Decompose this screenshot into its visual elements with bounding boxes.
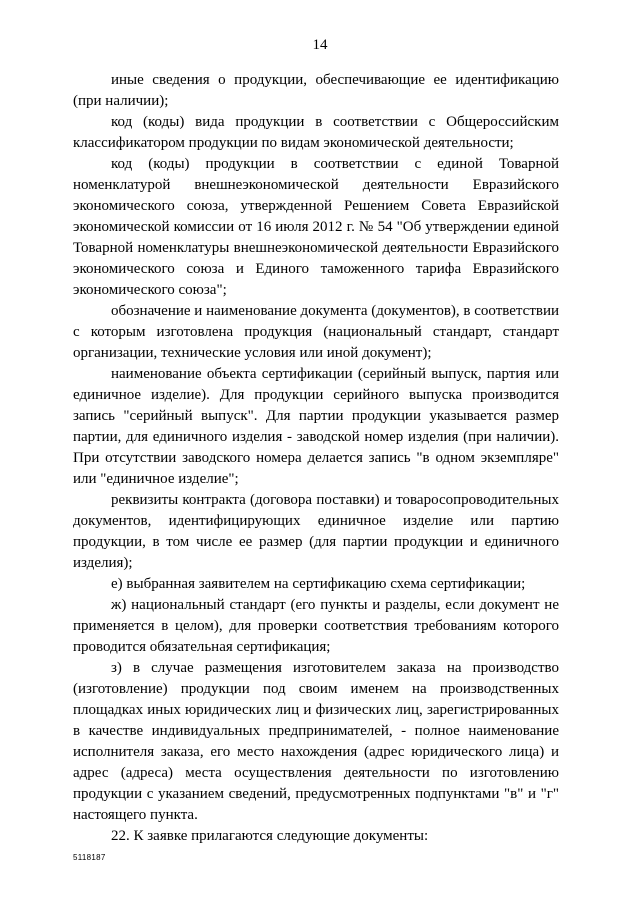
paragraph-section-22: 22. К заявке прилагаются следующие документы:: [111, 828, 429, 844]
paragraph-contract-details: реквизиты контракта (договора поставки) и товаросопроводительных документов, идентифицирующих единичное изделие или партию продукции, в том числе ее размер (для партии продукции и единичного изделия);: [73, 492, 559, 571]
document-body: [73, 70, 559, 847]
paragraph-item-zh: ж) национальный стандарт (его пункты и разделы, если документ не применяется в целом), для проверки соответствия требованиям которого проводится обязательная сертификация;: [73, 597, 559, 655]
paragraph-standard-document: обозначение и наименование документа (документов), в соответствии с которым изготовлена продукция (национальный стандарт, стандарт организации, технические условия или иной документ);: [73, 303, 560, 361]
paragraph-okpd-code: код (коды) вида продукции в соответствии с Общероссийским классификатором продукции по видам экономической деятельности;: [73, 114, 559, 151]
paragraph-item-z: з) в случае размещения изготовителем заказа на производство (изготовление) продукции под своим именем на производственных площадках иных юридических лиц и физических лиц, зарегистрированных в качестве индивидуальных предпринимателей, - полное наименование исполнителя заказа, его место нахождения (адрес юридического лица) и адрес (адреса) места осуществления деятельности по изготовлению продукции с указанием сведений, предусмотренных подпунктами "в" и "г" настоящего пункта.: [73, 660, 559, 823]
paragraph-certification-object: наименование объекта сертификации (серийный выпуск, партия или единичное изделие). Для продукции серийного выпуска производится запись "серийный выпуск". Для партии продукции указывается размер партии, для единичного изделия - заводской номер изделия (при наличии). При отсутствии заводского номера делается запись "в одном экземпляре" или "единичное изделие";: [73, 366, 559, 487]
document-code: 5118187: [73, 853, 106, 862]
paragraph-identification-info: иные сведения о продукции, обеспечивающие ее идентификацию (при наличии);: [73, 72, 559, 109]
page-number: 14: [312, 37, 328, 53]
paragraph-tn-ved-code: код (коды) продукции в соответствии с единой Товарной номенклатурой внешнеэкономической деятельности Евразийского экономического союза, утвержденной Решением Совета Евразийской экономической комиссии от 16 июля 2012 г. № 54 "Об утверждении единой Товарной номенклатуры внешнеэкономической деятельности Евразийского экономического союза и Единого таможенного тарифа Евразийского экономического союза";: [73, 156, 559, 298]
paragraph-item-e: е) выбранная заявителем на сертификацию схема сертификации;: [111, 576, 526, 592]
